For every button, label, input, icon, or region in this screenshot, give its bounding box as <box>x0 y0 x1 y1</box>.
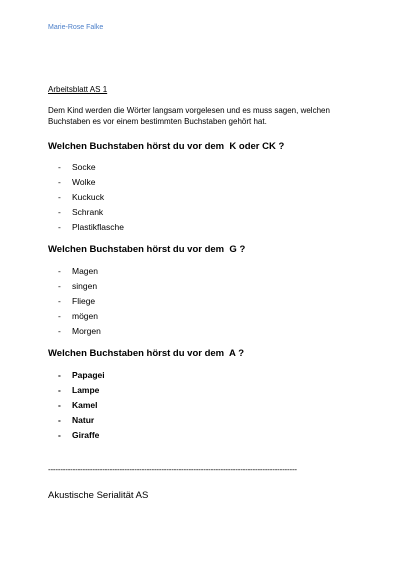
list-dash: - <box>58 430 61 440</box>
list-dash: - <box>58 162 61 172</box>
list-dash: - <box>58 311 61 321</box>
list-dash: - <box>58 281 61 291</box>
footer-text: Akustische Serialität AS <box>48 490 149 501</box>
list-dash: - <box>58 400 61 410</box>
list-word: Giraffe <box>72 430 100 440</box>
list-word: singen <box>72 281 98 291</box>
question-a: Welchen Buchstaben hörst du vor dem A ? <box>48 348 245 359</box>
list-dash: - <box>58 296 61 306</box>
list-word: Lampe <box>72 385 100 395</box>
list-dash: - <box>58 266 61 276</box>
list-word: Socke <box>72 162 96 172</box>
worksheet-intro: Dem Kind werden die Wörter langsam vorgelesen und es muss sagen, welchen Buchstaben es vor einem bestimmten Buchstaben gehört hat. <box>48 106 330 126</box>
list-word: Morgen <box>72 326 101 336</box>
list-word: Schrank <box>72 207 104 217</box>
list-word: Magen <box>72 266 98 276</box>
list-word: Fliege <box>72 296 96 306</box>
author-name: Marie-Rose Falke <box>48 24 104 31</box>
list-word: Papagei <box>72 370 105 380</box>
list-dash: - <box>58 370 61 380</box>
list-word: mögen <box>72 311 98 321</box>
separator-line: ----------------------------------------------------------------------------------------------------- <box>48 465 297 474</box>
worksheet-title: Arbeitsblatt AS 1 <box>48 85 108 94</box>
list-word: Kuckuck <box>72 192 105 202</box>
list-word: Wolke <box>72 177 96 187</box>
question-k-ck: Welchen Buchstaben hörst du vor dem K oder CK ? <box>48 141 285 152</box>
list-word: Natur <box>72 415 95 425</box>
list-dash: - <box>58 222 61 232</box>
list-dash: - <box>58 177 61 187</box>
list-dash: - <box>58 207 61 217</box>
list-dash: - <box>58 326 61 336</box>
list-dash: - <box>58 415 61 425</box>
list-dash: - <box>58 192 61 202</box>
list-dash: - <box>58 385 61 395</box>
list-word: Plastikflasche <box>72 222 124 232</box>
question-g: Welchen Buchstaben hörst du vor dem G ? <box>48 244 246 255</box>
list-word: Kamel <box>72 400 98 410</box>
